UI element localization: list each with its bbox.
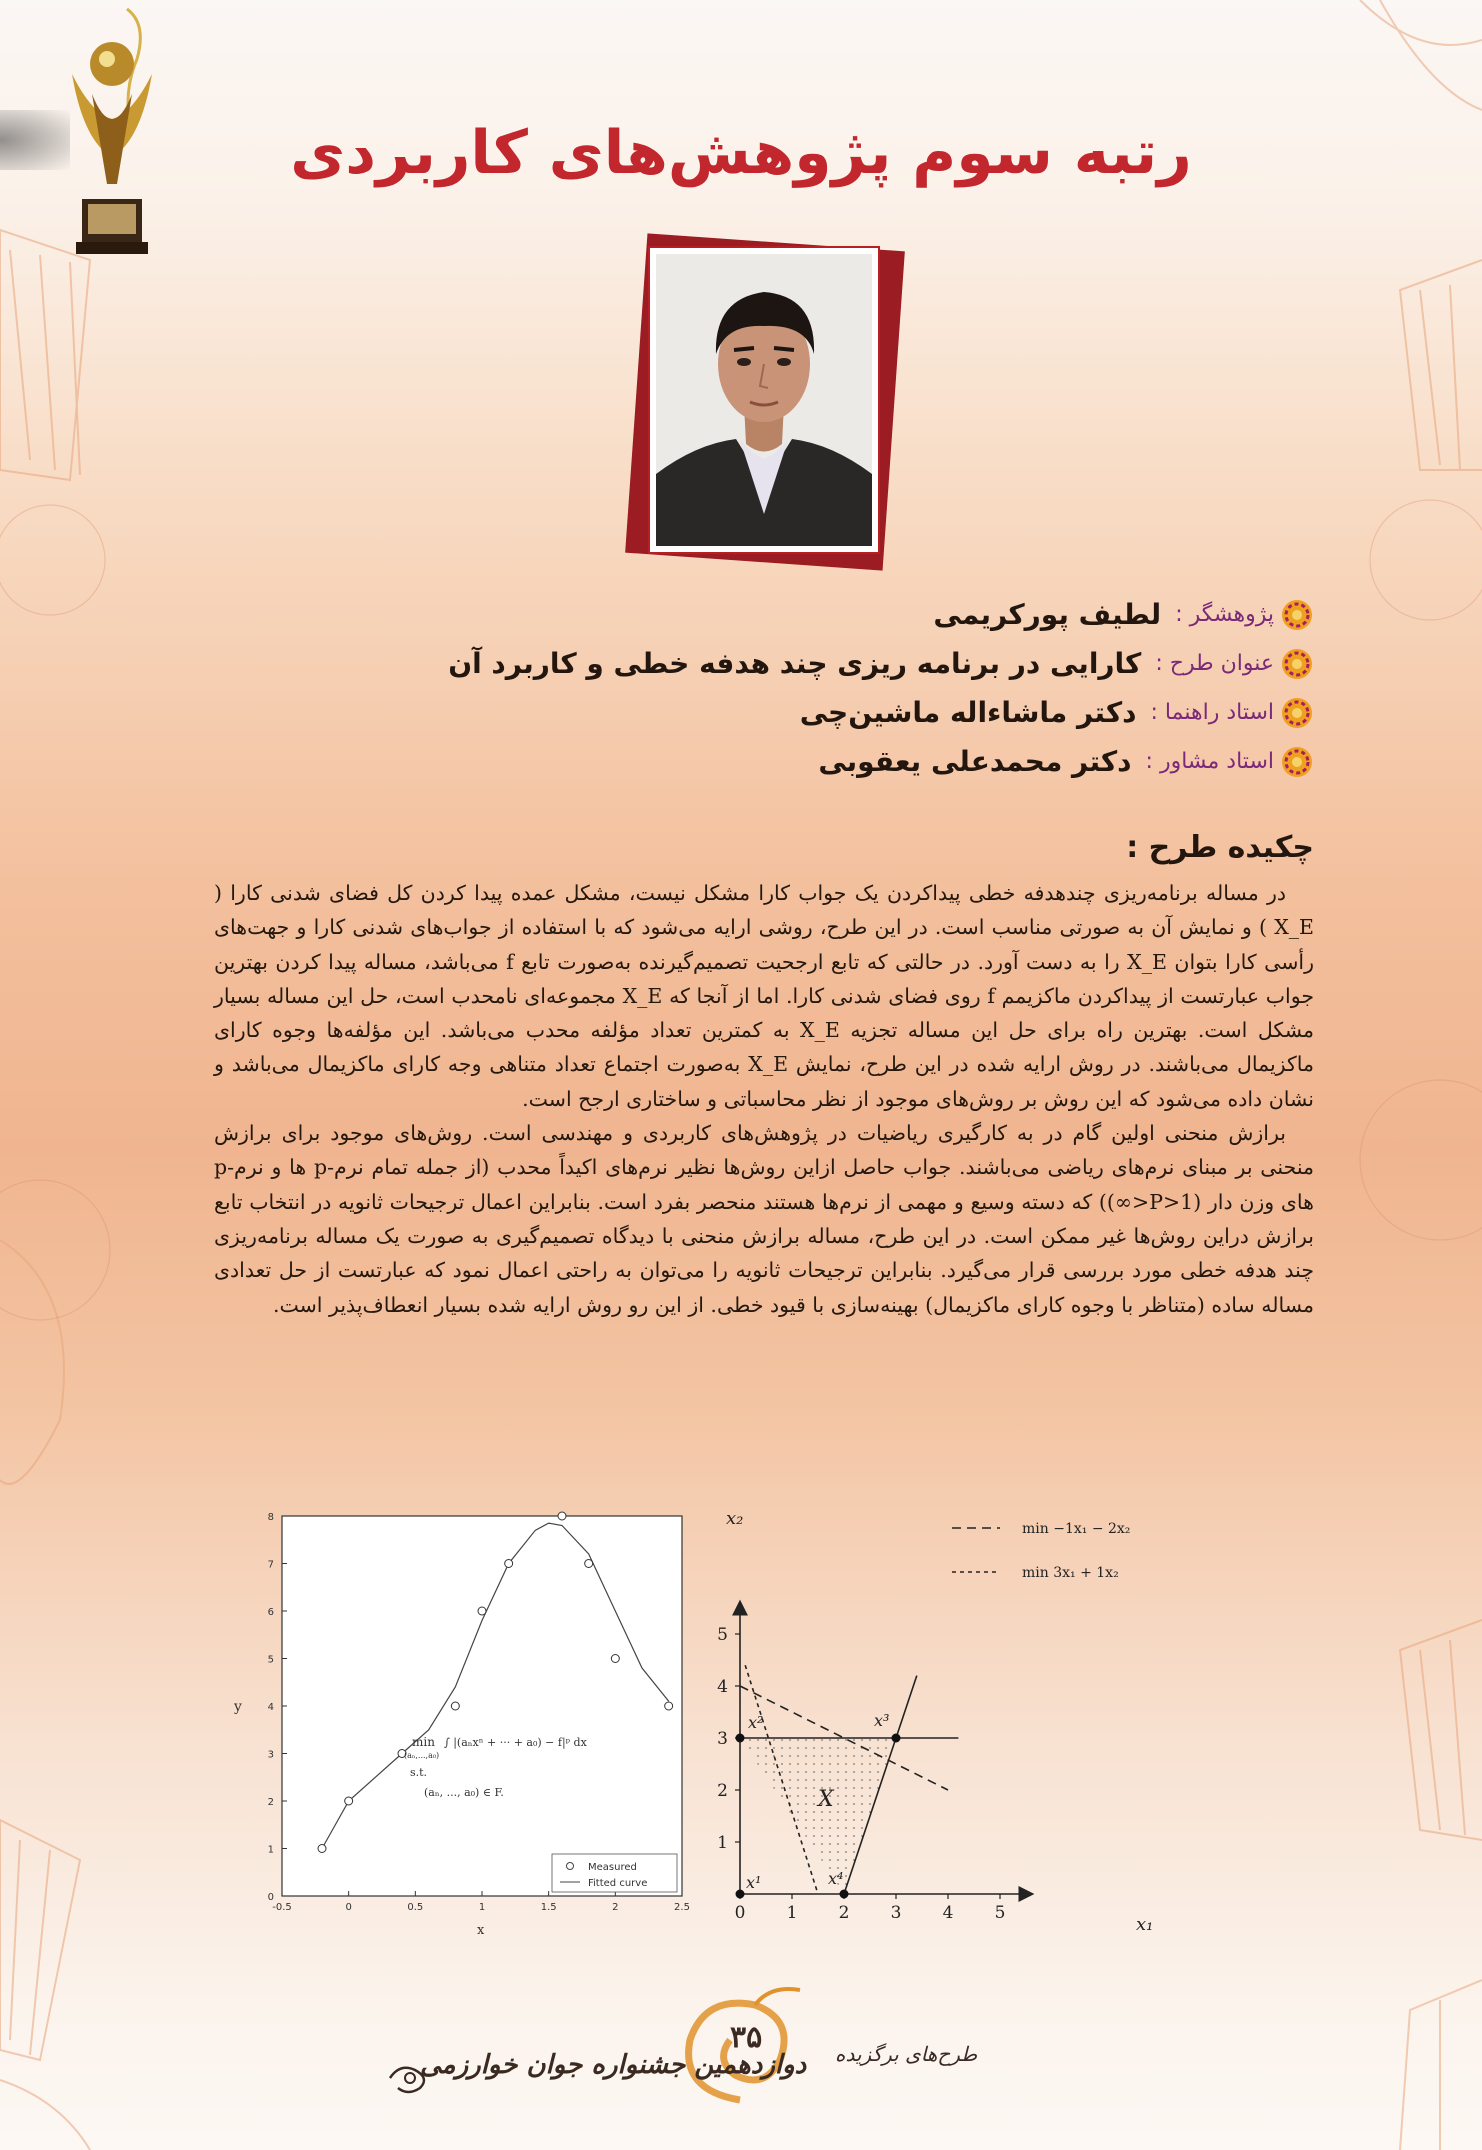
legend [952, 1521, 1130, 1581]
formula-min: min [412, 1735, 435, 1749]
y-axis-label: x₂ [726, 1508, 744, 1529]
x-tick-label: 2.5 [674, 1902, 690, 1913]
y-tick-label: 2 [267, 1797, 274, 1808]
measured-point [665, 1702, 673, 1710]
page-footer [380, 2020, 980, 2120]
y-tick-label: 3 [267, 1749, 274, 1761]
formula-subscript: (aₙ,...,a₀) [404, 1751, 440, 1760]
formula-constraint: (aₙ, ..., a₀) ∈ F. [424, 1786, 504, 1799]
flower-bullet-icon [1280, 745, 1314, 779]
flower-bullet-icon [1280, 598, 1314, 632]
y-tick-label: 2 [717, 1781, 728, 1801]
vertex-label: x² [748, 1713, 764, 1732]
legend-label-1: min −1x₁ − 2x₂ [1022, 1521, 1131, 1537]
measured-point [611, 1655, 619, 1663]
advisor-label: استاد مشاور : [1145, 749, 1274, 774]
supervisor-row [214, 688, 1314, 737]
project-title: کارایی در برنامه ریزی چند هدفه خطی و کاربرد آن [448, 647, 1142, 680]
x-tick-label: 0.5 [407, 1902, 424, 1913]
page-title: رتبه سوم پژوهش‌های کاربردی [290, 118, 1192, 188]
footer-line-1: طرح‌های برگزیده [835, 2042, 978, 2066]
feasible-region-chart [700, 1506, 1160, 1936]
y-tick-label: 0 [267, 1892, 274, 1903]
measured-point [318, 1845, 326, 1853]
x-tick-label: 2 [612, 1902, 619, 1913]
vertex-point [736, 1890, 745, 1899]
portrait-image [656, 254, 872, 546]
formula-body: ∫ |(aₙxⁿ + ··· + a₀) − f|ᵖ dx [444, 1736, 587, 1749]
y-axis-label: y [234, 1699, 242, 1715]
x-tick-label: 3 [890, 1903, 902, 1923]
project-title-row [214, 639, 1314, 688]
y-tick-label: 3 [717, 1729, 728, 1749]
x-tick-label: 4 [942, 1903, 954, 1923]
measured-point [585, 1560, 593, 1568]
x-tick-label: 5 [994, 1903, 1006, 1923]
page-number: ۳۵ [730, 2020, 763, 2055]
x-tick-label: 1.5 [540, 1902, 557, 1913]
vertex-label: x⁴ [828, 1869, 844, 1888]
plot-area [282, 1516, 682, 1896]
y-tick-label: 1 [267, 1844, 274, 1856]
legend-measured: Measured [588, 1862, 637, 1873]
flower-bullet-icon [1280, 647, 1314, 681]
footer-line-2: دوازدهمین جشنواره جوان خوارزمی [420, 2050, 807, 2080]
x-tick-label: 2 [838, 1903, 850, 1923]
y-tick-label: 7 [267, 1559, 274, 1571]
feasible-region [740, 1738, 896, 1894]
x-tick-label: 1 [786, 1903, 798, 1923]
researcher-photo [648, 246, 880, 554]
abstract-heading: چکیده طرح : [1126, 830, 1314, 865]
measured-point [478, 1607, 486, 1615]
researcher-label: پژوهشگر : [1175, 602, 1274, 627]
supervisor-name: دکتر ماشاءاله ماشین‌چی [799, 696, 1137, 729]
y-tick-label: 4 [267, 1702, 274, 1713]
abstract-paragraph-1: در مساله برنامه‌ریزی چندهدفه خطی پیداکردن یک جواب کارا مشکل نیست، مشکل عمده پیدا کردن کل فضای شدنی کارا ( X_E ) و نمایش آن به صورتی مناسب است. در این طرح، روشی ارایه می‌شود که با استفاده از جواب‌های شدنی کارا و جهت‌های رأسی کارا بتوان X_E را به دست آورد. در حالتی که تابع ارجحیت تصمیم‌گیرنده به‌صورت تابع f می‌باشد، مساله پیدا کردن بهترین جواب عبارتست از پیداکردن ماکزیمم f روی فضای شدنی کارا. اما از آنجا که X_E مجموعه‌ای نامحدب است، حل این مساله بسیار مشکل است. بهترین راه برای حل این مساله تجزیه X_E به کمترین تعداد مؤلفه محدب می‌باشد. این مؤلفه‌ها وجوه کارای ماکزیمال می‌باشند. در روش ارایه شده در این طرح، نمایش X_E به‌صورت اجتماع تعداد متناهی وجه کارای ماکزیمال می‌باشد و نشان داده می‌شود که این روش بر روش‌های موجود از نظر محاسباتی و ساختاری ارجح است. [214, 881, 1314, 1111]
curve-fitting-chart [222, 1506, 692, 1936]
legend-fitted: Fitted curve [588, 1878, 648, 1889]
x-tick-label: 0 [345, 1902, 352, 1913]
measured-point [345, 1797, 353, 1805]
project-label: عنوان طرح : [1155, 651, 1274, 676]
abstract-body [214, 876, 1314, 1322]
measured-point [558, 1512, 566, 1520]
y-tick-label: 4 [717, 1677, 728, 1697]
measured-point [505, 1560, 513, 1568]
researcher-name: لطیف پورکریمی [933, 598, 1162, 631]
feasible-set-label: X [818, 1787, 834, 1812]
x-tick-label: -0.5 [272, 1902, 292, 1913]
x-tick-label: 0 [734, 1903, 746, 1923]
abstract-paragraph-2: برازش منحنی اولین گام در به کارگیری ریاضیات در پژوهش‌های کاربردی و مهندسی است. روش‌های موجود برای برازش منحنی بر مبنای نرم‌های ریاضی می‌باشند. جواب حاصل ازاین روش‌ها نظیر نرم‌های اکیداً محدب (از جمله تمام نرم‌-p ها و نرم‌-p های وزن دار (1<P<∞)) که دسته وسیع و مهمی از نرم‌ها هستند منحصر بفرد است. بنابراین اعمال ترجیحات ثانویه در انتخاب تابع برازش دراین روش‌ها غیر ممکن است. در این طرح، مساله برازش منحنی با دیدگاه تصمیم‌گیری به صورت یک مساله برنامه‌ریزی چند هدفه خطی مورد بررسی قرار می‌گیرد. بنابراین ترجیحات ثانویه را می‌توان به راحتی اعمال نمود که عبارتست از حل تعدادی مساله ساده (متناظر با وجوه کارای ماکزیمال) بهینه‌سازی با قیود خطی. از این رو روش ارایه شده بسیار انعطاف‌پذیر است. [214, 1121, 1314, 1317]
formula-st: s.t. [410, 1766, 428, 1779]
project-info [214, 590, 1314, 786]
vertex-label: x¹ [746, 1873, 762, 1892]
legend-label-2: min 3x₁ + 1x₂ [1022, 1565, 1119, 1581]
vertex-label: x³ [874, 1711, 890, 1730]
researcher-row [214, 590, 1314, 639]
advisor-row [214, 737, 1314, 786]
vertex-point [840, 1890, 849, 1899]
y-tick-label: 5 [267, 1654, 274, 1666]
y-tick-label: 6 [267, 1607, 274, 1618]
measured-point [451, 1702, 459, 1710]
y-tick-label: 8 [267, 1512, 274, 1523]
y-tick-label: 5 [717, 1625, 728, 1645]
flower-bullet-icon [1280, 696, 1314, 730]
legend [552, 1854, 677, 1892]
supervisor-label: استاد راهنما : [1150, 700, 1274, 725]
vertex-point [892, 1734, 901, 1743]
advisor-name: دکتر محمدعلی یعقوبی [818, 745, 1132, 778]
x-axis-label: x [477, 1923, 485, 1936]
x-axis-label: x₁ [1136, 1914, 1154, 1935]
y-tick-label: 1 [717, 1833, 728, 1853]
vertex-point [736, 1734, 745, 1743]
x-tick-label: 1 [478, 1902, 486, 1913]
